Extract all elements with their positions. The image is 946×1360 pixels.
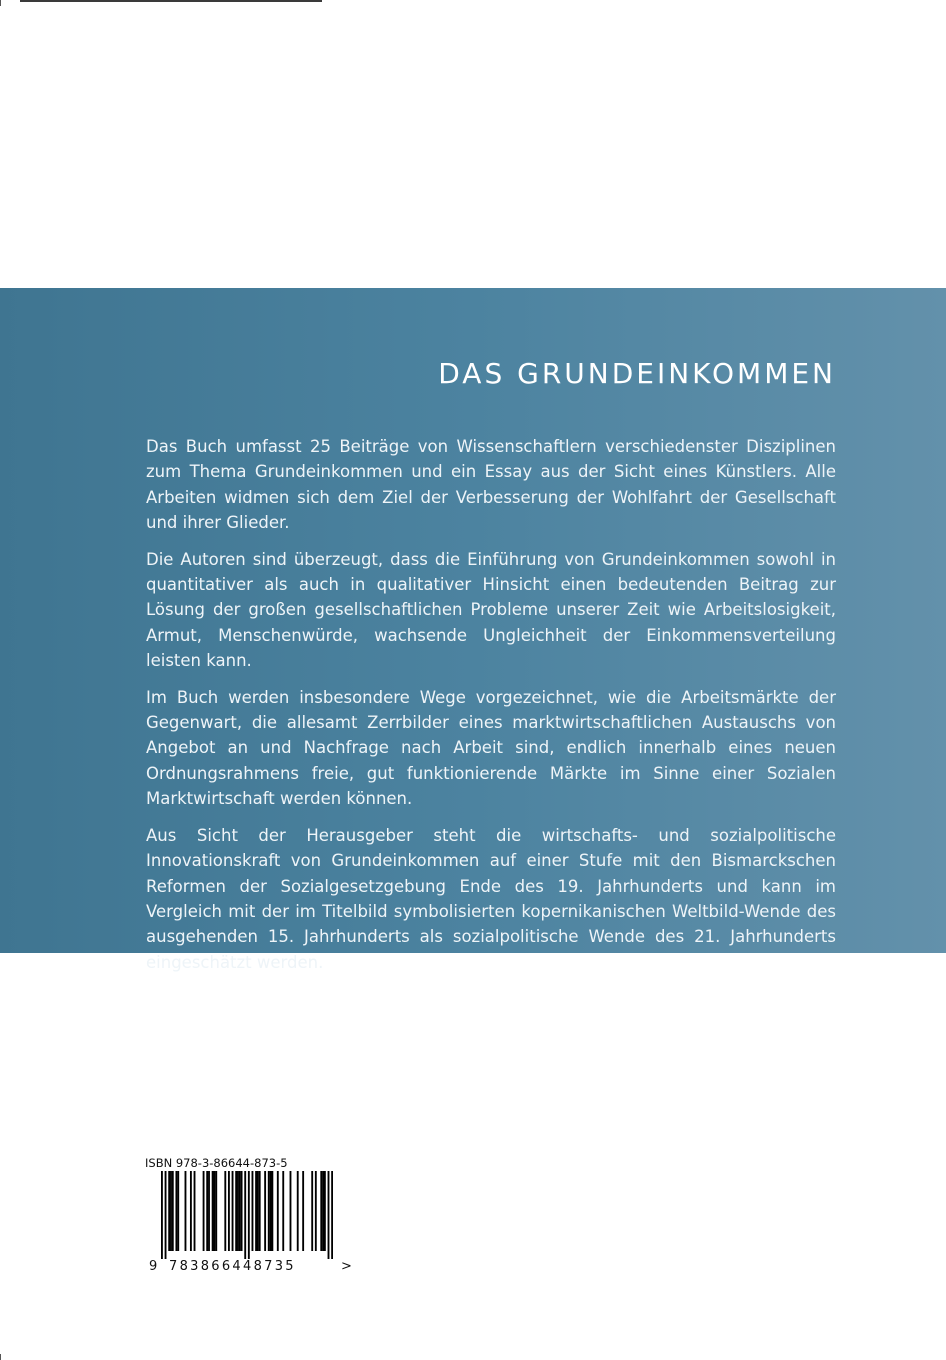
barcode-bar [185, 1171, 187, 1251]
barcode-bar [328, 1171, 330, 1259]
barcode-bar [320, 1171, 322, 1251]
barcode-bar [241, 1171, 243, 1251]
barcode-bar [277, 1171, 279, 1251]
barcode-bar [237, 1171, 239, 1251]
barcode-bar [244, 1171, 246, 1259]
blurb-paragraph-2: Die Autoren sind überzeugt, dass die Einführung von Grundeinkommen sowohl in quantitativer als auch in qualitativer Hinsicht einen bedeutenden Beitrag zur Lösung der großen gesellschaftlichen Probleme unserer Zeit wie Arbeitslosigkeit, Armut, Menschenwürde, wachsende Ungleichheit der Einkommensverteilung leisten kann. [146, 549, 836, 671]
barcode-bar [248, 1171, 250, 1259]
barcode-bar [255, 1171, 257, 1251]
barcode-digit-group: 783866448735 [169, 1259, 296, 1274]
barcode-bar [235, 1171, 237, 1251]
barcode-bar [331, 1171, 333, 1259]
crop-mark-bottom [0, 1354, 1, 1360]
barcode-bar [324, 1171, 326, 1251]
barcode-bar [215, 1171, 217, 1251]
blurb-paragraph-1: Das Buch umfasst 25 Beiträge von Wissenschaftlern verschiedenster Disziplinen zum Thema Grundeinkommen und ein Essay aus der Sicht eines Künstlers. Alle Arbeiten widmen sich dem Ziel der Verbesserung der Wohlfahrt der Gesellschaft und ihrer Glieder. [146, 437, 836, 533]
barcode-bar [239, 1171, 241, 1251]
back-cover-blurb-panel [0, 288, 946, 972]
blurb-paragraph-3: Im Buch werden insbesondere Wege vorgezeichnet, wie die Arbeitsmärkte der Gegenwart, die allesamt Zerrbilder eines marktwirtschaftlichen Austauschs von Angebot an und Nachfrage nach Arbeit sind, endlich innerhalb eines neuen Ordnungsrahmens freie, gut funktionierende Märkte im Sinne einer Sozialen Marktwirtschaft werden können. [146, 687, 836, 809]
barcode-bar [224, 1171, 226, 1251]
barcode-bar [232, 1171, 234, 1251]
crop-mark-top [0, 0, 1, 6]
ean13-barcode-icon [161, 1171, 333, 1259]
top-trim-rule [20, 0, 322, 2]
barcode-bar [175, 1171, 177, 1251]
barcode-bar [257, 1171, 259, 1251]
barcode-bar [282, 1171, 284, 1251]
barcode-bar [194, 1171, 196, 1251]
barcode-bar [172, 1171, 174, 1251]
blurb-text [146, 434, 836, 986]
barcode-bar [170, 1171, 172, 1251]
barcode-bar [177, 1171, 179, 1251]
barcode-bar [190, 1171, 192, 1251]
barcode-bar [203, 1171, 205, 1251]
barcode-bar [212, 1171, 214, 1251]
barcode-bar [270, 1171, 272, 1251]
barcode-quiet-zone-mark: > [341, 1259, 352, 1274]
barcode-bar [302, 1171, 304, 1251]
barcode-bar [206, 1171, 208, 1251]
barcode-bar [161, 1171, 163, 1259]
barcode-bar [264, 1171, 266, 1251]
barcode-bar [311, 1171, 313, 1251]
barcode-bar [252, 1171, 254, 1251]
barcode-bar [271, 1171, 273, 1251]
book-title: DAS GRUNDEINKOMMEN [438, 357, 836, 390]
barcode-bar [165, 1171, 167, 1259]
isbn-barcode-block [143, 1156, 363, 1275]
barcode-bar [259, 1171, 261, 1251]
blurb-paragraph-4: Aus Sicht der Herausgeber steht die wirtschafts- und sozialpolitische Innovationskraft von Grundeinkommen auf einer Stufe mit den Bismarckschen Reformen der Sozialgesetzgebung Ende des 19. Jahrhunderts und kann im Vergleich mit der im Titelbild symbolisierten kopernikanischen Weltbild-Wende des ausgehenden 15. Jahrhunderts als sozialpolitische Wende des 21. Jahrhunderts eingeschätzt werden. [146, 825, 836, 972]
barcode-digits [143, 1259, 363, 1275]
barcode-bar [297, 1171, 299, 1251]
barcode-first-digit: 9 [149, 1259, 158, 1274]
barcode-bar [322, 1171, 324, 1251]
isbn-label: ISBN 978-3-86644-873-5 [145, 1156, 288, 1170]
barcode-bar [214, 1171, 216, 1251]
barcode-bar [268, 1171, 270, 1251]
barcode-bar [168, 1171, 170, 1251]
barcode-bar [290, 1171, 292, 1251]
barcode-bar [315, 1171, 317, 1251]
barcode-bar [228, 1171, 230, 1251]
barcode-bar [208, 1171, 210, 1251]
